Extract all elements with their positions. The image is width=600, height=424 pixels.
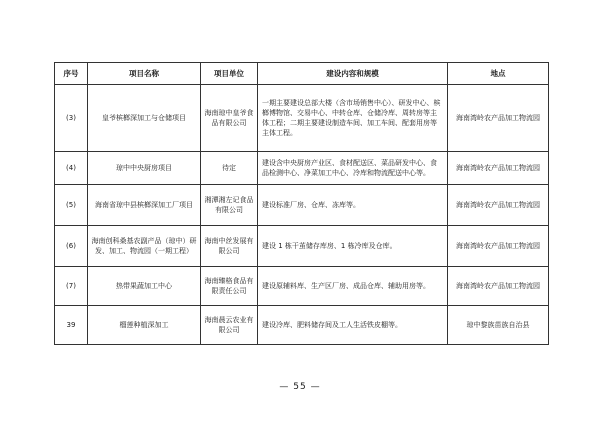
table-row <box>55 306 549 345</box>
cell-serial: (6) <box>55 226 88 267</box>
cell-content: 建设原辅料库、生产区厂房、成品仓库、辅助用房等。 <box>258 267 448 306</box>
table-row <box>55 152 549 185</box>
cell-project-unit: 海南臻格食品有限责任公司 <box>201 267 258 306</box>
cell-project-unit: 湘潭湘左记食品有限公司 <box>201 185 258 226</box>
cell-content: 建设 1 栋干茧储存库房、1 栋冷库及仓库。 <box>258 226 448 267</box>
page-number: — 55 — <box>279 382 321 392</box>
cell-project-name: 海南省琼中县槟榔深加工厂项目 <box>88 185 201 226</box>
cell-content: 建设标准厂房、仓库、冻库等。 <box>258 185 448 226</box>
table-row <box>55 85 549 152</box>
cell-project-name: 皇爷槟榔深加工与仓储项目 <box>88 85 201 152</box>
table-row <box>55 226 549 267</box>
cell-location: 海南湾岭农产品加工物流园 <box>448 226 549 267</box>
cell-serial: (3) <box>55 85 88 152</box>
cell-content: 建设含中央厨房产业区、食材配送区、菜品研发中心、食品检测中心、净菜加工中心、冷库和物流配送中心等。 <box>258 152 448 185</box>
cell-content: 建设冷库、肥料储存间及工人生活铁皮棚等。 <box>258 306 448 345</box>
cell-location: 海南湾岭农产品加工物流园 <box>448 152 549 185</box>
cell-project-unit: 待定 <box>201 152 258 185</box>
header-project-name: 项目名称 <box>88 63 201 85</box>
cell-project-name: 海南创科桑基农副产品（琼中）研发、加工、物流园（一期工程） <box>88 226 201 267</box>
cell-project-name: 榴莲种植深加工 <box>88 306 201 345</box>
cell-location: 海南湾岭农产品加工物流园 <box>448 185 549 226</box>
table-header-row <box>55 63 549 85</box>
cell-location: 海南湾岭农产品加工物流园 <box>448 85 549 152</box>
table-row <box>55 185 549 226</box>
cell-project-unit: 海南琼中皇爷食品有限公司 <box>201 85 258 152</box>
project-table <box>54 62 549 345</box>
cell-serial: (5) <box>55 185 88 226</box>
cell-project-unit: 海南中丝发展有限公司 <box>201 226 258 267</box>
table-row <box>55 267 549 306</box>
cell-location: 海南湾岭农产品加工物流园 <box>448 267 549 306</box>
header-content-scale: 建设内容和规模 <box>258 63 448 85</box>
cell-project-unit: 海南晨云农业有限公司 <box>201 306 258 345</box>
header-project-unit: 项目单位 <box>201 63 258 85</box>
header-location: 地点 <box>448 63 549 85</box>
cell-serial: (7) <box>55 267 88 306</box>
cell-project-name: 热带果蔬加工中心 <box>88 267 201 306</box>
cell-project-name: 琼中中央厨房项目 <box>88 152 201 185</box>
cell-content: 一期主要建设总部大楼（含市场销售中心）、研发中心、槟榔博物馆、交易中心、中转仓库、仓储冷库、周转房等主体工程；二期主要建设制造车间、加工车间、配套用房等主体工程。 <box>258 85 448 152</box>
cell-location: 琼中黎族苗族自治县 <box>448 306 549 345</box>
cell-serial: 39 <box>55 306 88 345</box>
cell-serial: (4) <box>55 152 88 185</box>
header-serial: 序号 <box>55 63 88 85</box>
